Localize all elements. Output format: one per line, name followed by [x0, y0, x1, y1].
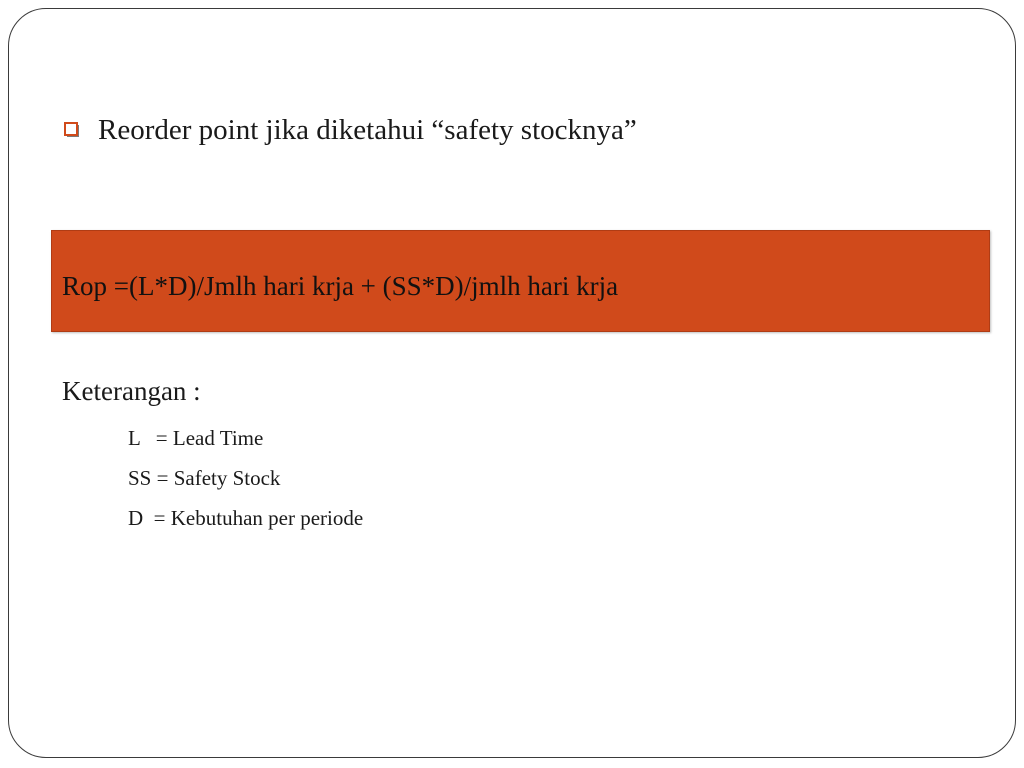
- legend-item-ss: SS = Safety Stock: [128, 466, 281, 490]
- keterangan-heading: Keterangan :: [62, 376, 201, 406]
- bullet-text: Reorder point jika diketahui “safety stocknya”: [98, 113, 637, 146]
- formula-text: Rop =(L*D)/Jmlh hari krja + (SS*D)/jmlh hari krja: [62, 271, 619, 301]
- legend-item-l: L = Lead Time: [128, 426, 264, 450]
- checkbox-square-bullet-icon: [64, 122, 80, 138]
- legend-list: [128, 424, 363, 544]
- bullet-line: [64, 110, 637, 150]
- formula-box: [51, 230, 990, 332]
- legend-item-d: D = Kebutuhan per periode: [128, 506, 364, 530]
